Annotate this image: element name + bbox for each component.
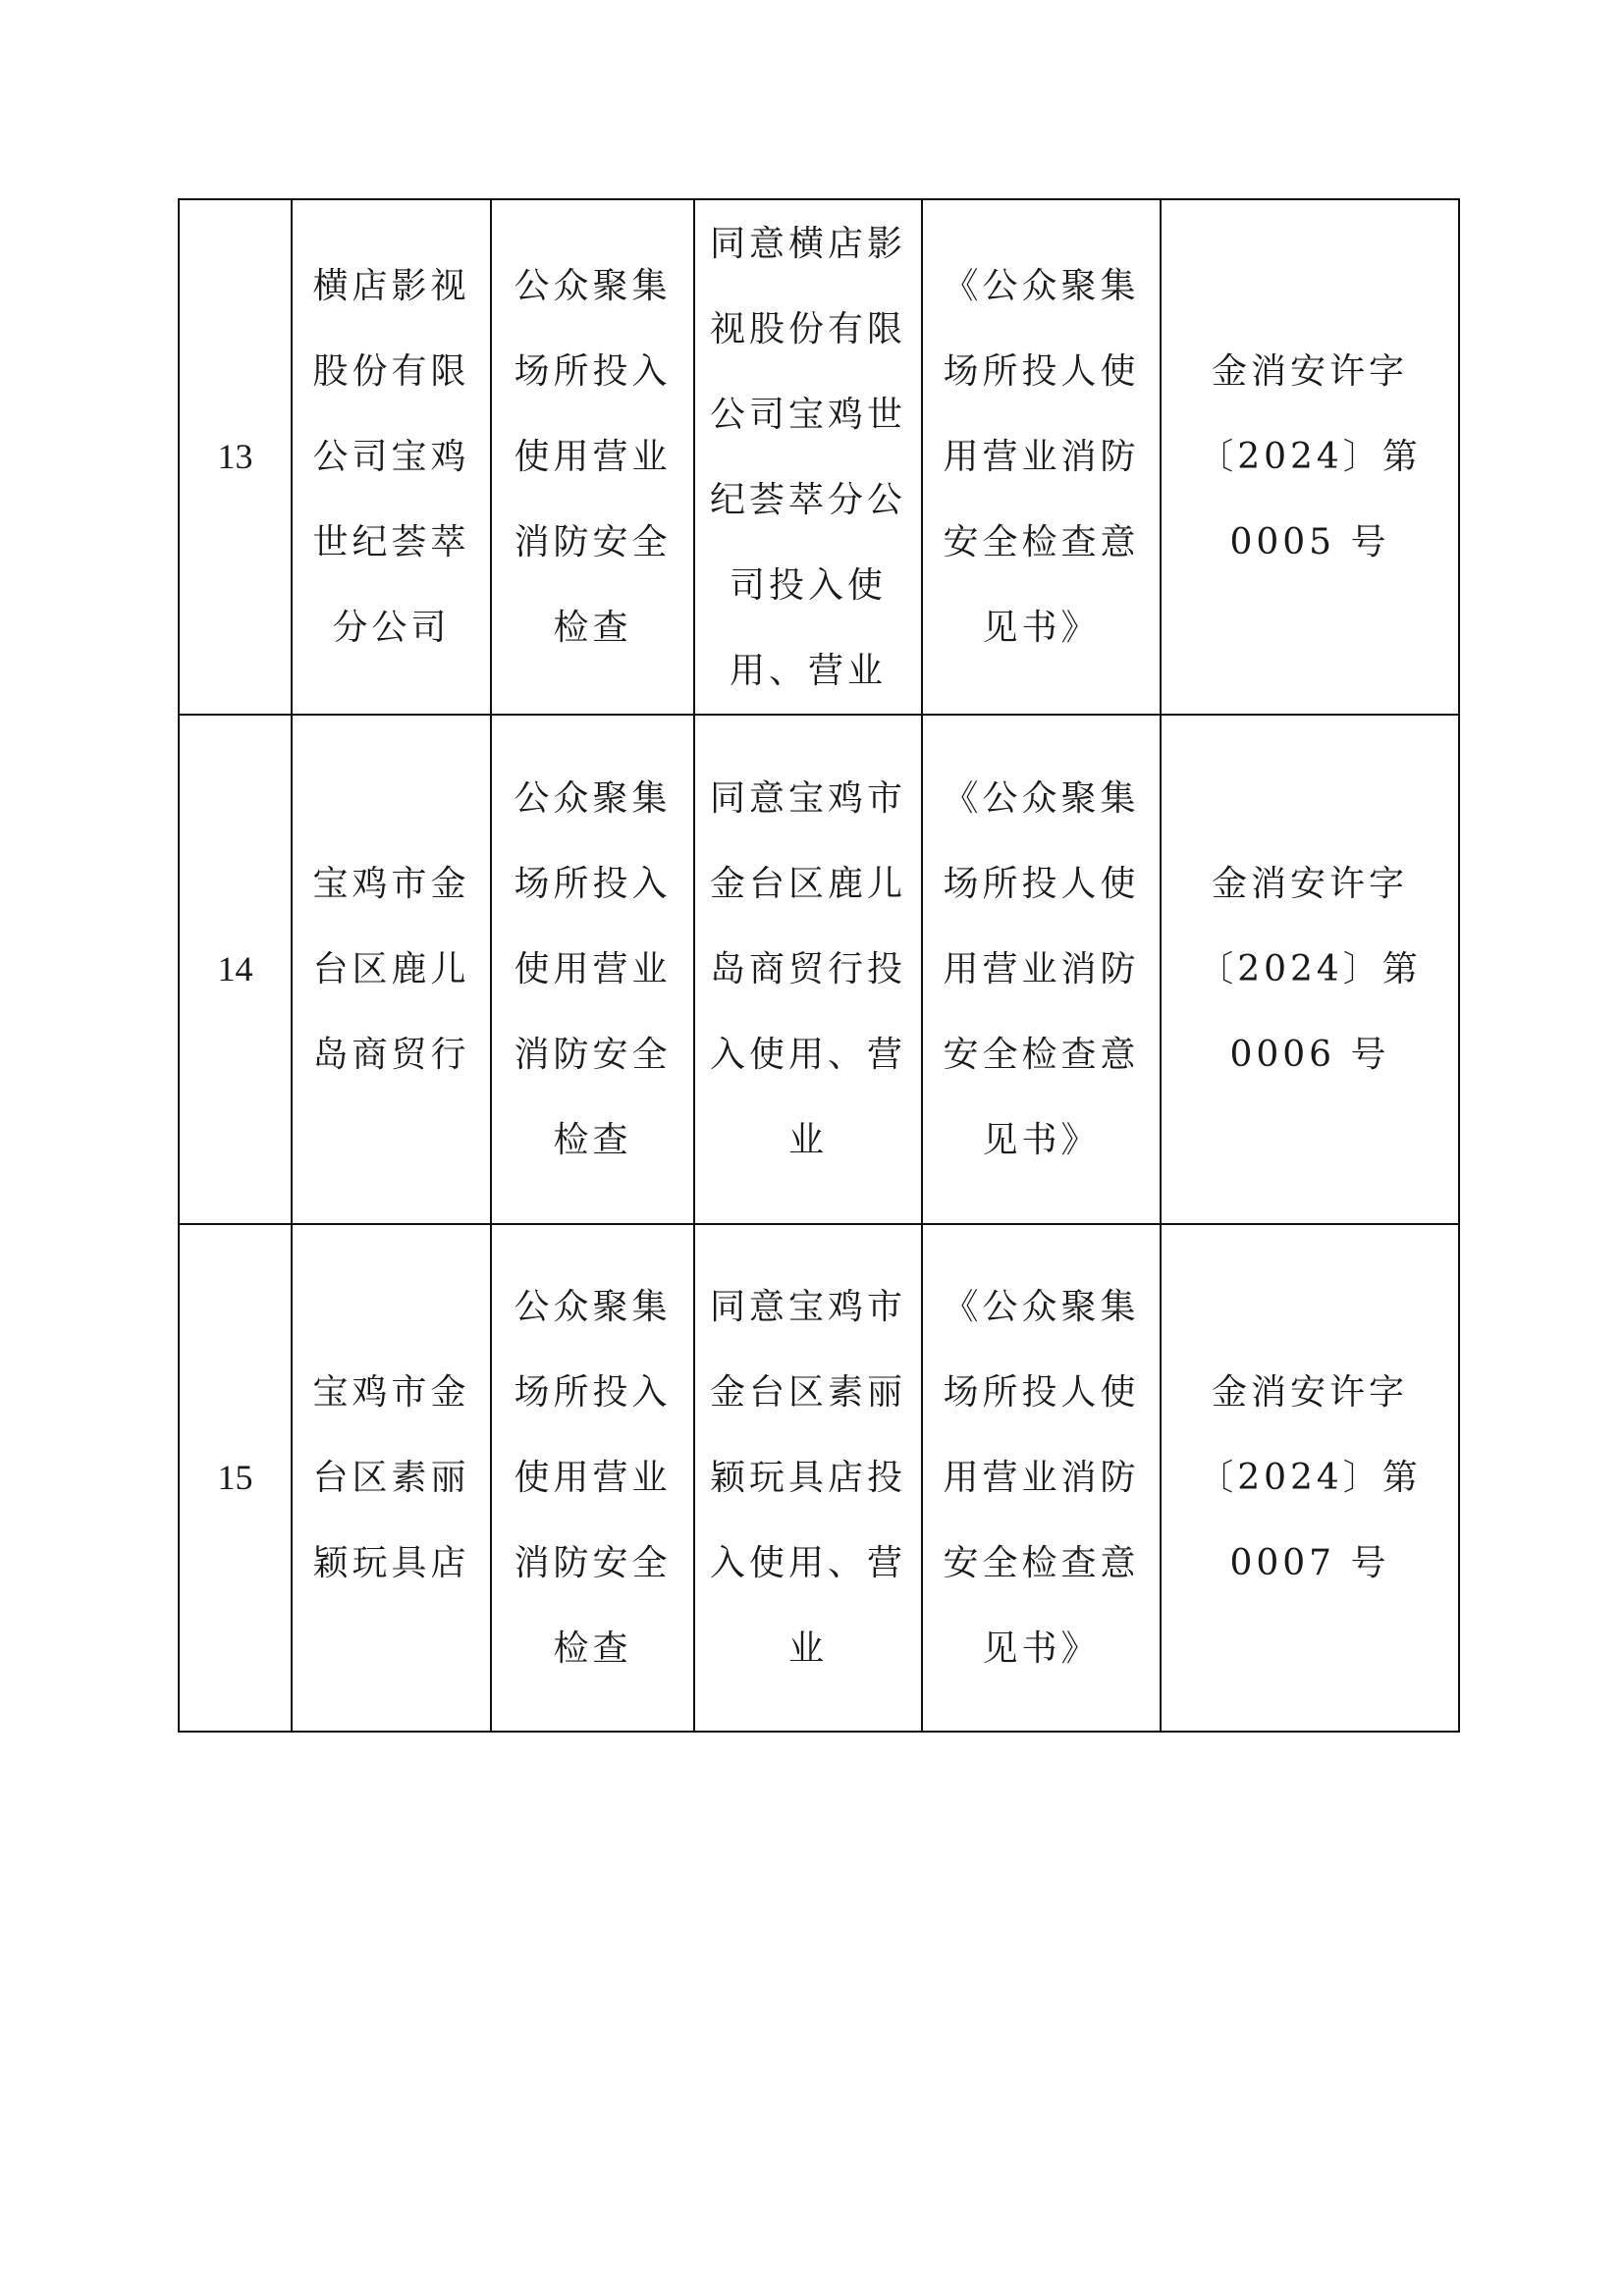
table-row — [179, 1224, 1459, 1732]
cell-text-line: 安全检查意 — [943, 1543, 1140, 1583]
cell-text-line: 台区素丽 — [312, 1458, 470, 1498]
cell-text-line: 宝鸡市金 — [312, 864, 470, 904]
cell-text-line: 见书》 — [982, 1629, 1101, 1669]
cell-text-line: 金台区素丽 — [709, 1372, 906, 1413]
cell-text-line: 〔2024〕第 — [1198, 949, 1422, 989]
cell-text-line: 用、营业 — [729, 650, 887, 691]
cell-text-line: 0007 号 — [1229, 1543, 1390, 1583]
cell-text-line: 金台区鹿儿 — [709, 864, 906, 904]
serial-number-cell — [179, 1224, 292, 1732]
cell-text-line: 〔2024〕第 — [1198, 1458, 1422, 1498]
inspection-item-cell — [491, 715, 694, 1224]
cell-text-line: 公众聚集 — [514, 266, 672, 306]
table-row — [179, 199, 1459, 715]
document-name-cell — [922, 1224, 1161, 1732]
permit-number-cell — [1161, 715, 1459, 1224]
cell-text-line: 业 — [787, 1629, 828, 1669]
cell-text-line: 安全检查意 — [943, 522, 1140, 562]
cell-text-line: 《公众聚集 — [943, 266, 1140, 306]
cell-text-line: 颖玩具店 — [312, 1543, 470, 1583]
cell-text-line: 消防安全 — [514, 1543, 672, 1583]
cell-text-line: 15 — [217, 1458, 253, 1497]
cell-text-line: 业 — [787, 1120, 828, 1160]
permit-table-body — [179, 199, 1459, 1732]
cell-text-line: 横店影视 — [312, 266, 470, 306]
cell-text-line: 司投入使 — [729, 564, 887, 606]
cell-text-line: 检查 — [553, 608, 632, 648]
cell-text-line: 用营业消防 — [943, 1458, 1140, 1498]
permit-number-cell — [1161, 199, 1459, 715]
cell-text-line: 消防安全 — [514, 522, 672, 562]
serial-number-cell — [179, 199, 292, 715]
entity-name-cell — [292, 715, 491, 1224]
cell-text-line: 金消安许字 — [1211, 351, 1408, 392]
cell-text-line: 入使用、营 — [709, 1543, 906, 1583]
cell-text-line: 纪荟萃分公 — [709, 479, 906, 520]
permit-number-cell — [1161, 1224, 1459, 1732]
cell-text-line: 0006 号 — [1229, 1035, 1390, 1075]
approval-result-cell — [694, 199, 922, 715]
cell-text-line: 世纪荟萃 — [312, 522, 470, 562]
serial-number-cell — [179, 715, 292, 1224]
cell-text-line: 公众聚集 — [514, 1287, 672, 1327]
cell-text-line: 股份有限 — [312, 351, 470, 392]
cell-text-line: 金消安许字 — [1211, 1372, 1408, 1413]
cell-text-line: 场所投人使 — [943, 864, 1140, 904]
inspection-item-cell — [491, 1224, 694, 1732]
cell-text-line: 宝鸡市金 — [312, 1372, 470, 1413]
approval-result-cell — [694, 1224, 922, 1732]
approval-result-cell — [694, 715, 922, 1224]
cell-text-line: 公众聚集 — [514, 778, 672, 819]
cell-text-line: 视股份有限 — [709, 308, 906, 349]
cell-text-line: 金消安许字 — [1211, 864, 1408, 904]
inspection-item-cell — [491, 199, 694, 715]
cell-text-line: 〔2024〕第 — [1198, 437, 1422, 477]
cell-text-line: 场所投入 — [514, 864, 672, 904]
cell-text-line: 《公众聚集 — [943, 778, 1140, 819]
cell-text-line: 用营业消防 — [943, 437, 1140, 477]
cell-text-line: 用营业消防 — [943, 949, 1140, 989]
cell-text-line: 入使用、营 — [709, 1035, 906, 1075]
cell-text-line: 场所投人使 — [943, 351, 1140, 392]
cell-text-line: 检查 — [553, 1120, 632, 1160]
cell-text-line: 0005 号 — [1229, 522, 1390, 562]
cell-text-line: 岛商贸行 — [312, 1035, 470, 1075]
cell-text-line: 同意横店影 — [709, 223, 906, 264]
cell-text-line: 岛商贸行投 — [709, 949, 906, 989]
cell-text-line: 台区鹿儿 — [312, 949, 470, 989]
cell-text-line: 同意宝鸡市 — [709, 778, 906, 819]
cell-text-line: 消防安全 — [514, 1035, 672, 1075]
table-row — [179, 715, 1459, 1224]
cell-text-line: 13 — [217, 437, 253, 476]
cell-text-line: 检查 — [553, 1629, 632, 1669]
entity-name-cell — [292, 1224, 491, 1732]
cell-text-line: 场所投入 — [514, 1372, 672, 1413]
cell-text-line: 颖玩具店投 — [709, 1458, 906, 1498]
cell-text-line: 见书》 — [982, 1120, 1101, 1160]
cell-text-line: 使用营业 — [514, 949, 672, 989]
cell-text-line: 14 — [217, 949, 253, 988]
entity-name-cell — [292, 199, 491, 715]
document-name-cell — [922, 715, 1161, 1224]
cell-text-line: 见书》 — [982, 608, 1101, 648]
cell-text-line: 公司宝鸡 — [312, 437, 470, 477]
cell-text-line: 《公众聚集 — [943, 1287, 1140, 1327]
cell-text-line: 场所投入 — [514, 351, 672, 392]
permit-table — [178, 198, 1460, 1733]
cell-text-line: 分公司 — [332, 608, 451, 648]
cell-text-line: 使用营业 — [514, 1458, 672, 1498]
document-name-cell — [922, 199, 1161, 715]
cell-text-line: 公司宝鸡世 — [709, 394, 906, 435]
cell-text-line: 同意宝鸡市 — [709, 1287, 906, 1327]
cell-text-line: 使用营业 — [514, 437, 672, 477]
cell-text-line: 安全检查意 — [943, 1035, 1140, 1075]
cell-text-line: 场所投人使 — [943, 1372, 1140, 1413]
